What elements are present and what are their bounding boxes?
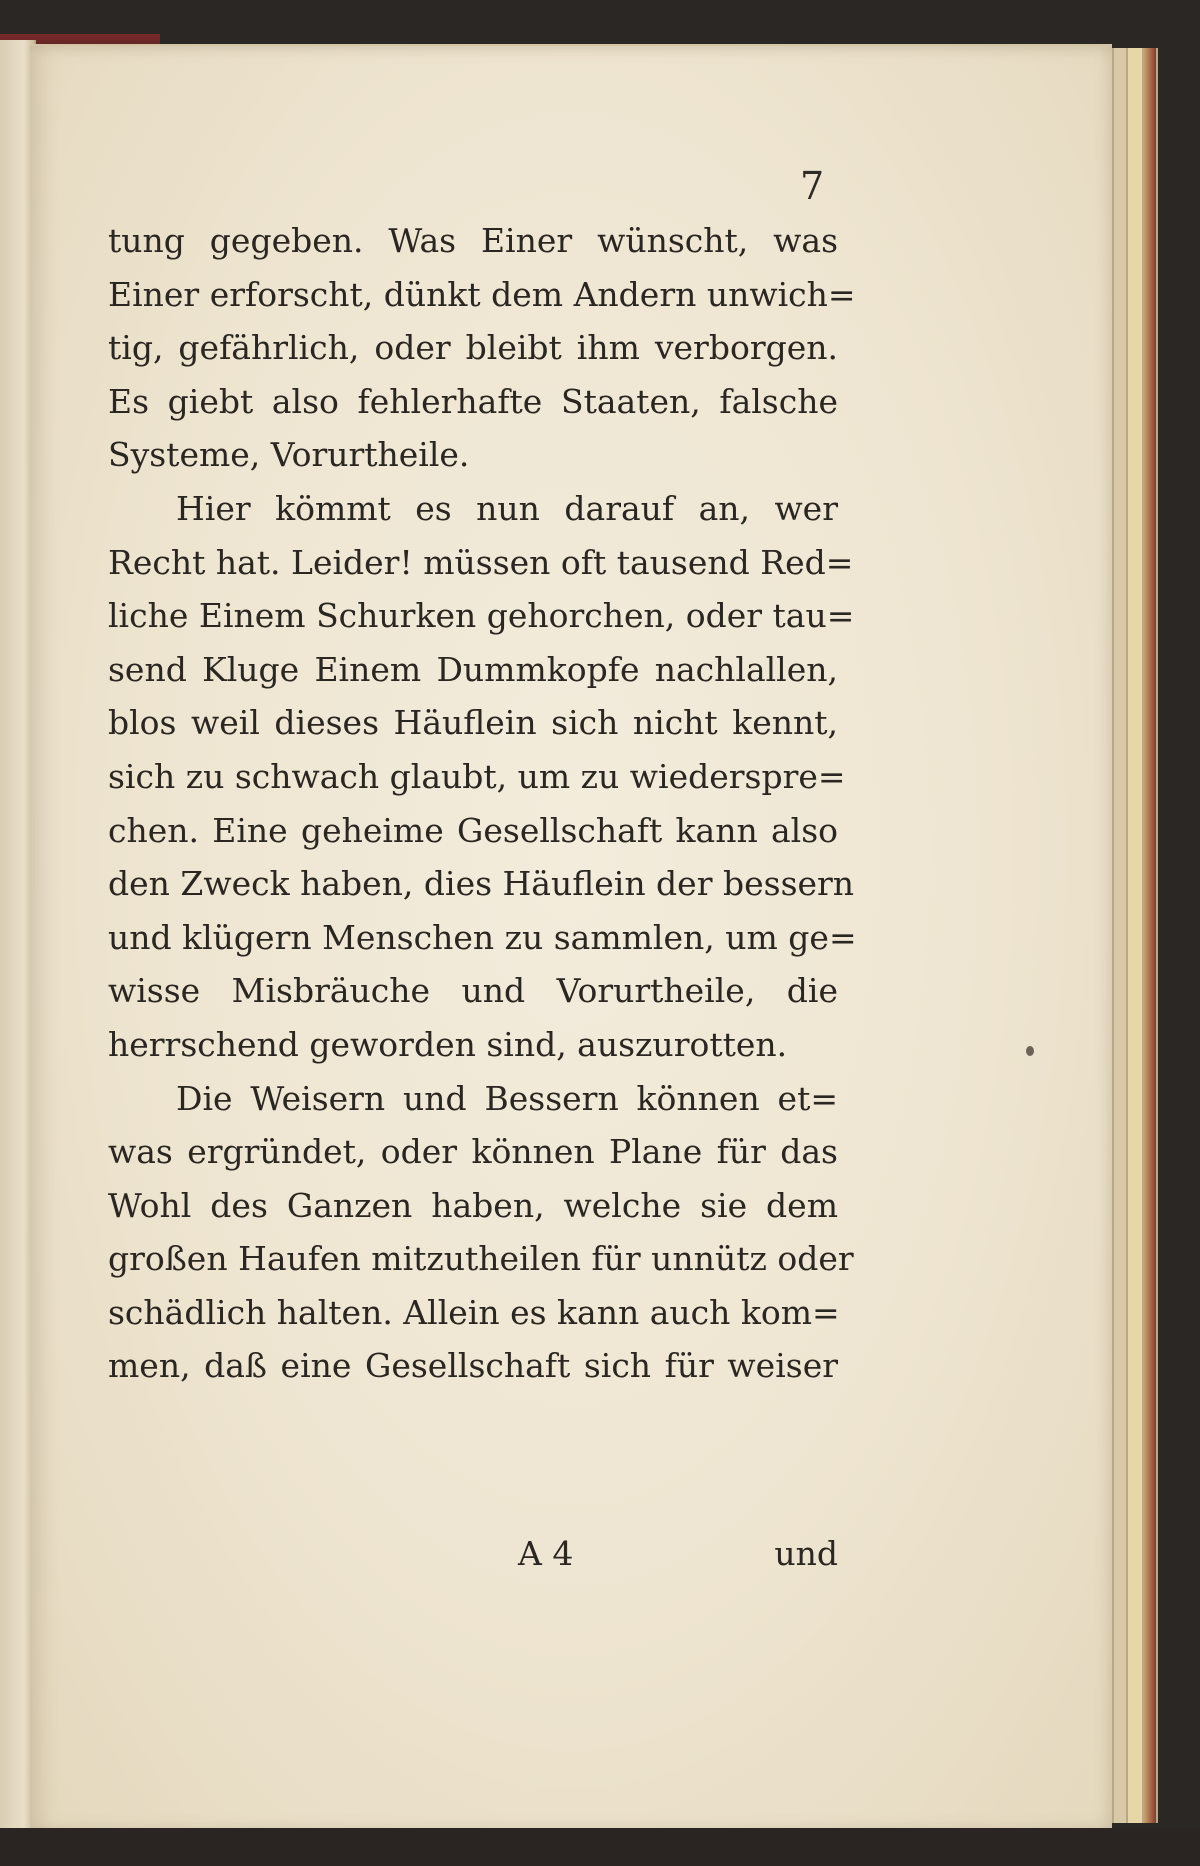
text-line: Systeme, Vorurtheile. bbox=[108, 435, 470, 475]
text-line: was ergründet, oder können Plane für das bbox=[108, 1132, 838, 1172]
text-line: den Zweck haben, dies Häuflein der bessern bbox=[108, 864, 855, 904]
text-line: Die Weisern und Bessern können et= bbox=[176, 1078, 838, 1118]
text-line: wisse Misbräuche und Vorurtheile, die bbox=[108, 971, 838, 1011]
catchword: und bbox=[774, 1534, 838, 1573]
page-edge bbox=[1112, 48, 1128, 1823]
text-line: Einer erforscht, dünkt dem Andern unwich= bbox=[108, 274, 856, 314]
page-number: 7 bbox=[800, 164, 825, 208]
signature-mark: A 4 bbox=[518, 1534, 574, 1573]
text-line: und klügern Menschen zu sammlen, um ge= bbox=[108, 917, 857, 957]
text-line: Hier kömmt es nun darauf an, wer bbox=[176, 488, 838, 528]
text-line: chen. Eine geheime Gesellschaft kann also bbox=[108, 810, 838, 850]
text-line: schädlich halten. Allein es kann auch kom= bbox=[108, 1292, 840, 1332]
book-page bbox=[30, 44, 1112, 1835]
text-line: großen Haufen mitzutheilen für unnütz oder bbox=[108, 1239, 854, 1279]
scan-background bbox=[0, 1828, 1200, 1866]
text-line: men, daß eine Gesellschaft sich für weiser bbox=[108, 1346, 838, 1386]
text-line: liche Einem Schurken gehorchen, oder tau= bbox=[108, 596, 855, 636]
text-line: tung gegeben. Was Einer wünscht, was bbox=[108, 221, 838, 260]
page-edge bbox=[1126, 48, 1144, 1823]
text-line: tig, gefährlich, oder bleibt ihm verborgen. bbox=[108, 328, 838, 368]
text-line: Wohl des Ganzen haben, welche sie dem bbox=[108, 1185, 838, 1225]
page-footer bbox=[108, 1534, 838, 1590]
text-line: Recht hat. Leider! müssen oft tausend Red= bbox=[108, 542, 854, 582]
ink-speck bbox=[1026, 1046, 1034, 1056]
text-line: send Kluge Einem Dummkopfe nachlallen, bbox=[108, 649, 838, 689]
text-line: sich zu schwach glaubt, um zu wiederspre= bbox=[108, 756, 846, 796]
text-line: herrschend geworden sind, auszurotten. bbox=[108, 1024, 788, 1064]
text-line: blos weil dieses Häuflein sich nicht kennt, bbox=[108, 703, 838, 743]
page-text bbox=[108, 214, 857, 1393]
page-edge bbox=[1142, 48, 1158, 1823]
text-line: Es giebt also fehlerhafte Staaten, falsche bbox=[108, 381, 838, 421]
